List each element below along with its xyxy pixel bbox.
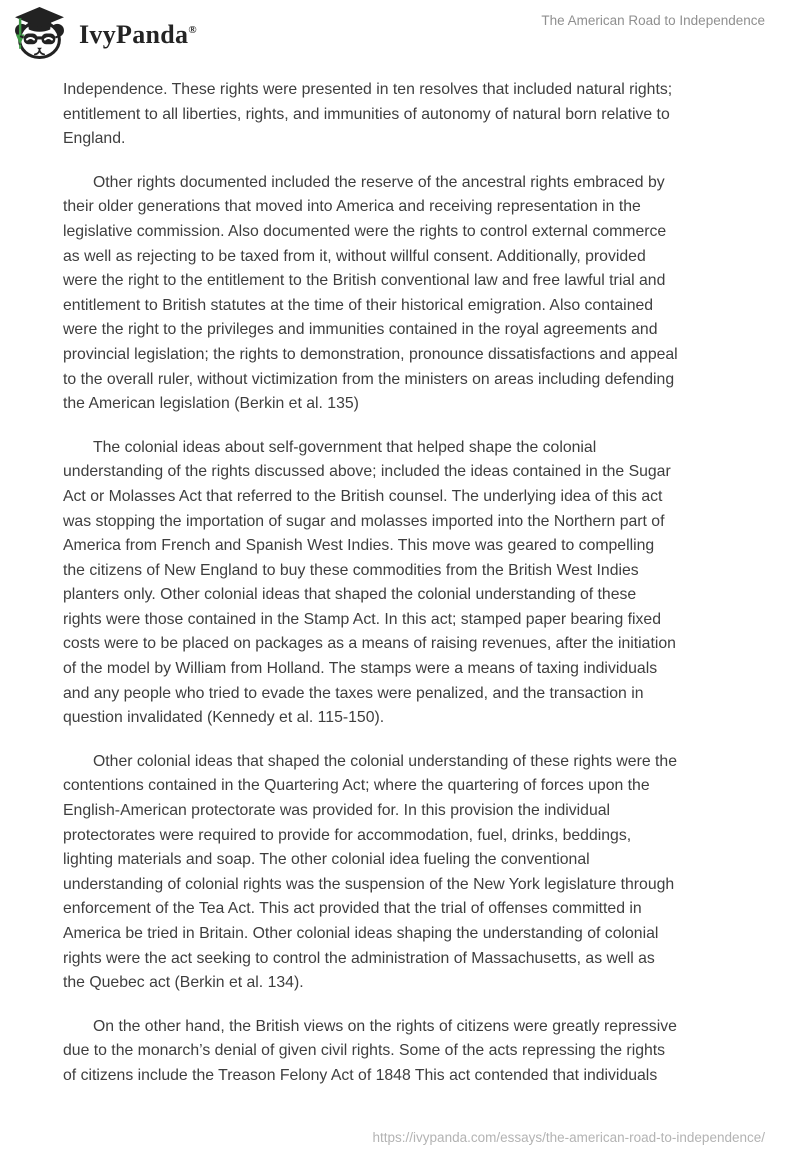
text-line: to the overall ruler, without victimization from the ministers on areas including defending: [63, 370, 675, 388]
text-line: contentions contained in the Quartering Act; where the quartering of forces upon the: [63, 777, 650, 795]
text-line: protectorates were required to provide for accommodation, fuel, drinks, beddings,: [63, 826, 632, 844]
text-line: England.: [63, 130, 126, 148]
text-line: was stopping the importation of sugar and molasses imported into the Northern part of: [63, 512, 665, 530]
text-line: the Quebec act (Berkin et al. 134).: [63, 974, 304, 992]
text-line: their older generations that moved into America and receiving representation in the: [63, 198, 641, 216]
text-line: entitlement to all liberties, rights, and immunities of autonomy of natural born relative to: [63, 105, 670, 123]
text-line: English-American protectorate was provided for. In this provision the individual: [63, 802, 611, 820]
text-line: were the right to the entitlement to the British conventional law and free lawful trial and: [63, 272, 666, 290]
text-line: Other rights documented included the reserve of the ancestral rights embraced by: [93, 173, 665, 191]
text-line: costs were to be placed on packages as a means of raising revenues, after the initiation: [63, 635, 676, 653]
text-line: planters only. Other colonial ideas that shaped the colonial understanding of these: [63, 586, 637, 604]
logo-text: IvyPanda: [79, 19, 189, 49]
text-line: rights were those contained in the Stamp Act. In this act; stamped paper bearing fixed: [63, 610, 661, 628]
essay-paragraph: [63, 436, 763, 731]
text-line: the American legislation (Berkin et al. 135): [63, 395, 359, 413]
text-line: understanding of the rights discussed above; included the ideas contained in the Sugar: [63, 463, 671, 481]
panda-graduate-icon: [13, 6, 66, 59]
text-line: Other colonial ideas that shaped the colonial understanding of these rights were the: [93, 752, 677, 770]
text-line: Independence. These rights were presented in ten resolves that included natural rights;: [63, 81, 673, 98]
page-header: [0, 0, 800, 66]
essay-paragraph: [63, 171, 763, 417]
essay-paragraph: [63, 750, 763, 996]
text-line: enforcement of the Tea Act. This act provided that the trial of offenses committed in: [63, 900, 642, 918]
text-line: the citizens of New England to buy these commodities from the British West Indies: [63, 561, 639, 579]
text-line: understanding of colonial rights was the suspension of the New York legislature through: [63, 875, 675, 893]
text-line: as well as rejecting to be taxed from it, without willful consent. Additionally, provided: [63, 247, 646, 265]
logo-wordmark: [79, 18, 197, 48]
text-line: Act or Molasses Act that referred to the British counsel. The underlying idea of this act: [63, 487, 663, 505]
text-line: of the model by William from Holland. The stamps were a means of taxing individuals: [63, 660, 658, 678]
ivypanda-logo: [13, 6, 197, 59]
text-line: were the right to the privileges and immunities contained in the royal agreements and: [63, 321, 658, 339]
text-line: entitlement to British statutes at the time of their historical emigration. Also contained: [63, 296, 654, 314]
text-line: legislative commission. Also documented were the rights to control external commerce: [63, 222, 667, 240]
essay-paragraph: [63, 1015, 763, 1089]
text-line: question invalidated (Kennedy et al. 115-150).: [63, 709, 385, 727]
registered-trademark-symbol: ®: [188, 23, 197, 36]
text-line: provincial legislation; the rights to demonstration, pronounce dissatisfactions and appeal: [63, 345, 678, 363]
text-line: America be tried in Britain. Other colonial ideas shaping the understanding of colonial: [63, 925, 659, 942]
text-line: and any people who tried to evade the taxes were penalized, and the transaction in: [63, 684, 644, 702]
text-line: The colonial ideas about self-government that helped shape the colonial: [93, 438, 597, 456]
text-line: of citizens include the Treason Felony Act of 1848 This act contended that individuals: [63, 1066, 658, 1084]
text-line: On the other hand, the British views on the rights of citizens were greatly repressive: [93, 1017, 677, 1035]
text-line: due to the monarch’s denial of given civil rights. Some of the acts repressing the rights: [63, 1042, 666, 1060]
text-line: America from French and Spanish West Indies. This move was geared to compelling: [63, 537, 655, 555]
text-line: rights were the act seeking to control the administration of Massachusetts, as well as: [63, 949, 655, 967]
document-title: The American Road to Independence: [541, 13, 765, 28]
essay-body: [63, 78, 763, 1108]
essay-paragraph: [63, 78, 763, 152]
text-line: lighting materials and soap. The other colonial idea fueling the conventional: [63, 851, 590, 869]
source-url: https://ivypanda.com/essays/the-american-road-to-independence/: [372, 1130, 765, 1145]
